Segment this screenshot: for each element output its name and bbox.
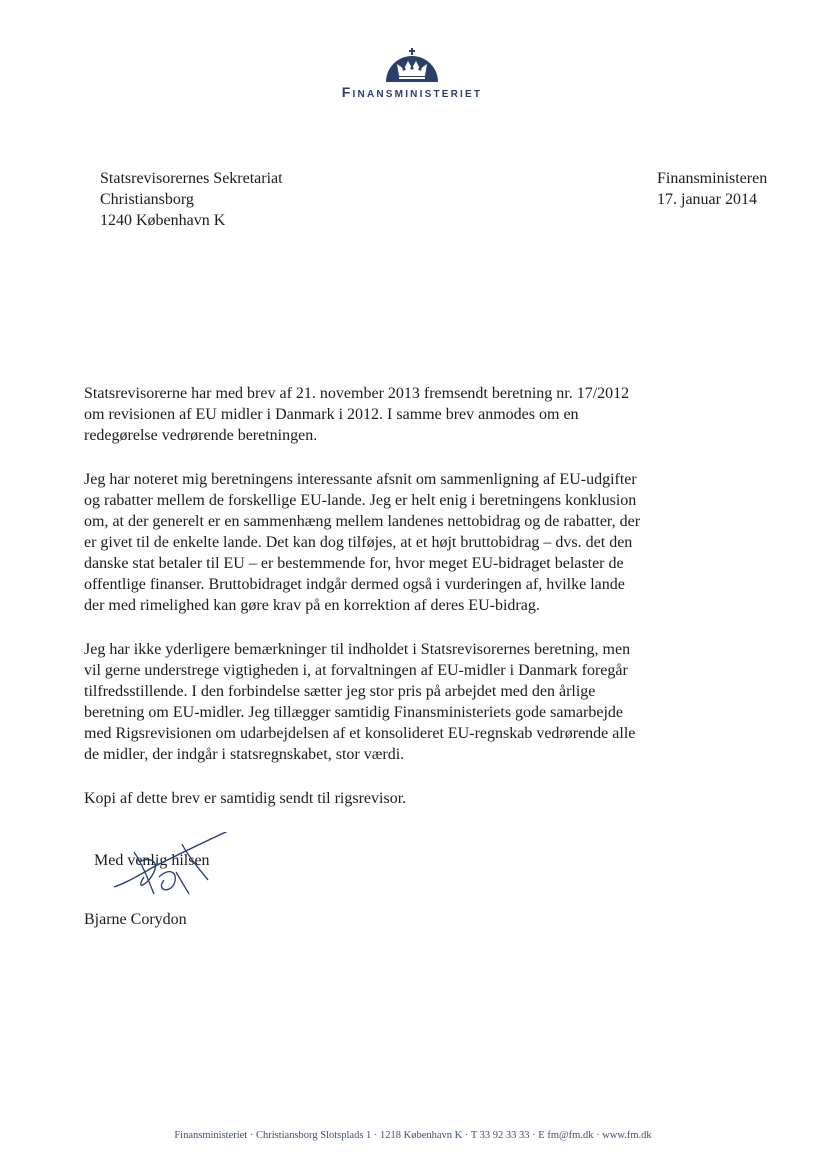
letterhead-logo xyxy=(312,44,512,104)
body-paragraph: Statsrevisorerne har med brev af 21. november 2013 fremsendt beretning nr. 17/2012 om revisionen af EU midler i Danmark i 2012. I samme brev anmodes om en redegørelse vedrørende beretningen. xyxy=(84,385,630,444)
recipient-line: Christiansborg xyxy=(100,191,194,208)
body-paragraph: Jeg har noteret mig beretningens interessante afsnit om sammenligning af EU-udgifter og rabatter mellem de forskellige EU-lande. Jeg er helt enig i beretningens konklusion om, at der generelt er en sammenhæng mellem landenes nettobidrag og de rabatter, der er givet til de enkelte lande. Det kan dog tilføjes, at et højt bruttobidrag – dvs. det den danske stat betaler til EU – er bestemmende for, hvor meget EU-bidraget belaster de offentlige finanser. Bruttobidraget indgår dermed også i vurderingen af, hvilke lande der med rimelighed kan gøre krav på en korrektion af deres EU-bidrag. xyxy=(84,471,641,614)
closing-block xyxy=(84,850,284,940)
closing-greeting: Med venlig hilsen xyxy=(94,852,210,869)
sender-title: Finansministeren xyxy=(657,170,768,187)
sender-block xyxy=(657,168,767,210)
organization-name: Finansministeriet xyxy=(341,84,483,100)
recipient-line: Statsrevisorernes Sekretariat xyxy=(100,170,283,187)
body-paragraph: Kopi af dette brev er samtidig sendt til rigsrevisor. xyxy=(84,790,407,807)
letter-body xyxy=(84,383,644,832)
letter-date: 17. januar 2014 xyxy=(657,191,757,208)
signer-name: Bjarne Corydon xyxy=(84,911,187,928)
footer-contact: Finansministeriet · Christiansborg Slotsplads 1 · 1218 København K · T 33 92 33 33 · E fm@fm.dk · www.fm.dk xyxy=(174,1130,652,1141)
recipient-address xyxy=(100,168,283,231)
recipient-line: 1240 København K xyxy=(100,212,226,229)
body-paragraph: Jeg har ikke yderligere bemærkninger til indholdet i Statsrevisorernes beretning, men vil gerne understrege vigtigheden i, at forvaltningen af EU-midler i Danmark foregår tilfredsstillende. I den forbindelse sætter jeg stor pris på arbejdet med den årlige beretning om EU-midler. Jeg tillægger samtidig Finansministeriets gode samarbejde med Rigsrevisionen om udarbejdelsen af et konsolideret EU-regnskab vedrørende alle de midler, der indgår i statsregnskabet, stor værdi. xyxy=(84,641,636,763)
handwritten-signature xyxy=(104,832,244,912)
royal-crown-icon xyxy=(382,46,442,82)
